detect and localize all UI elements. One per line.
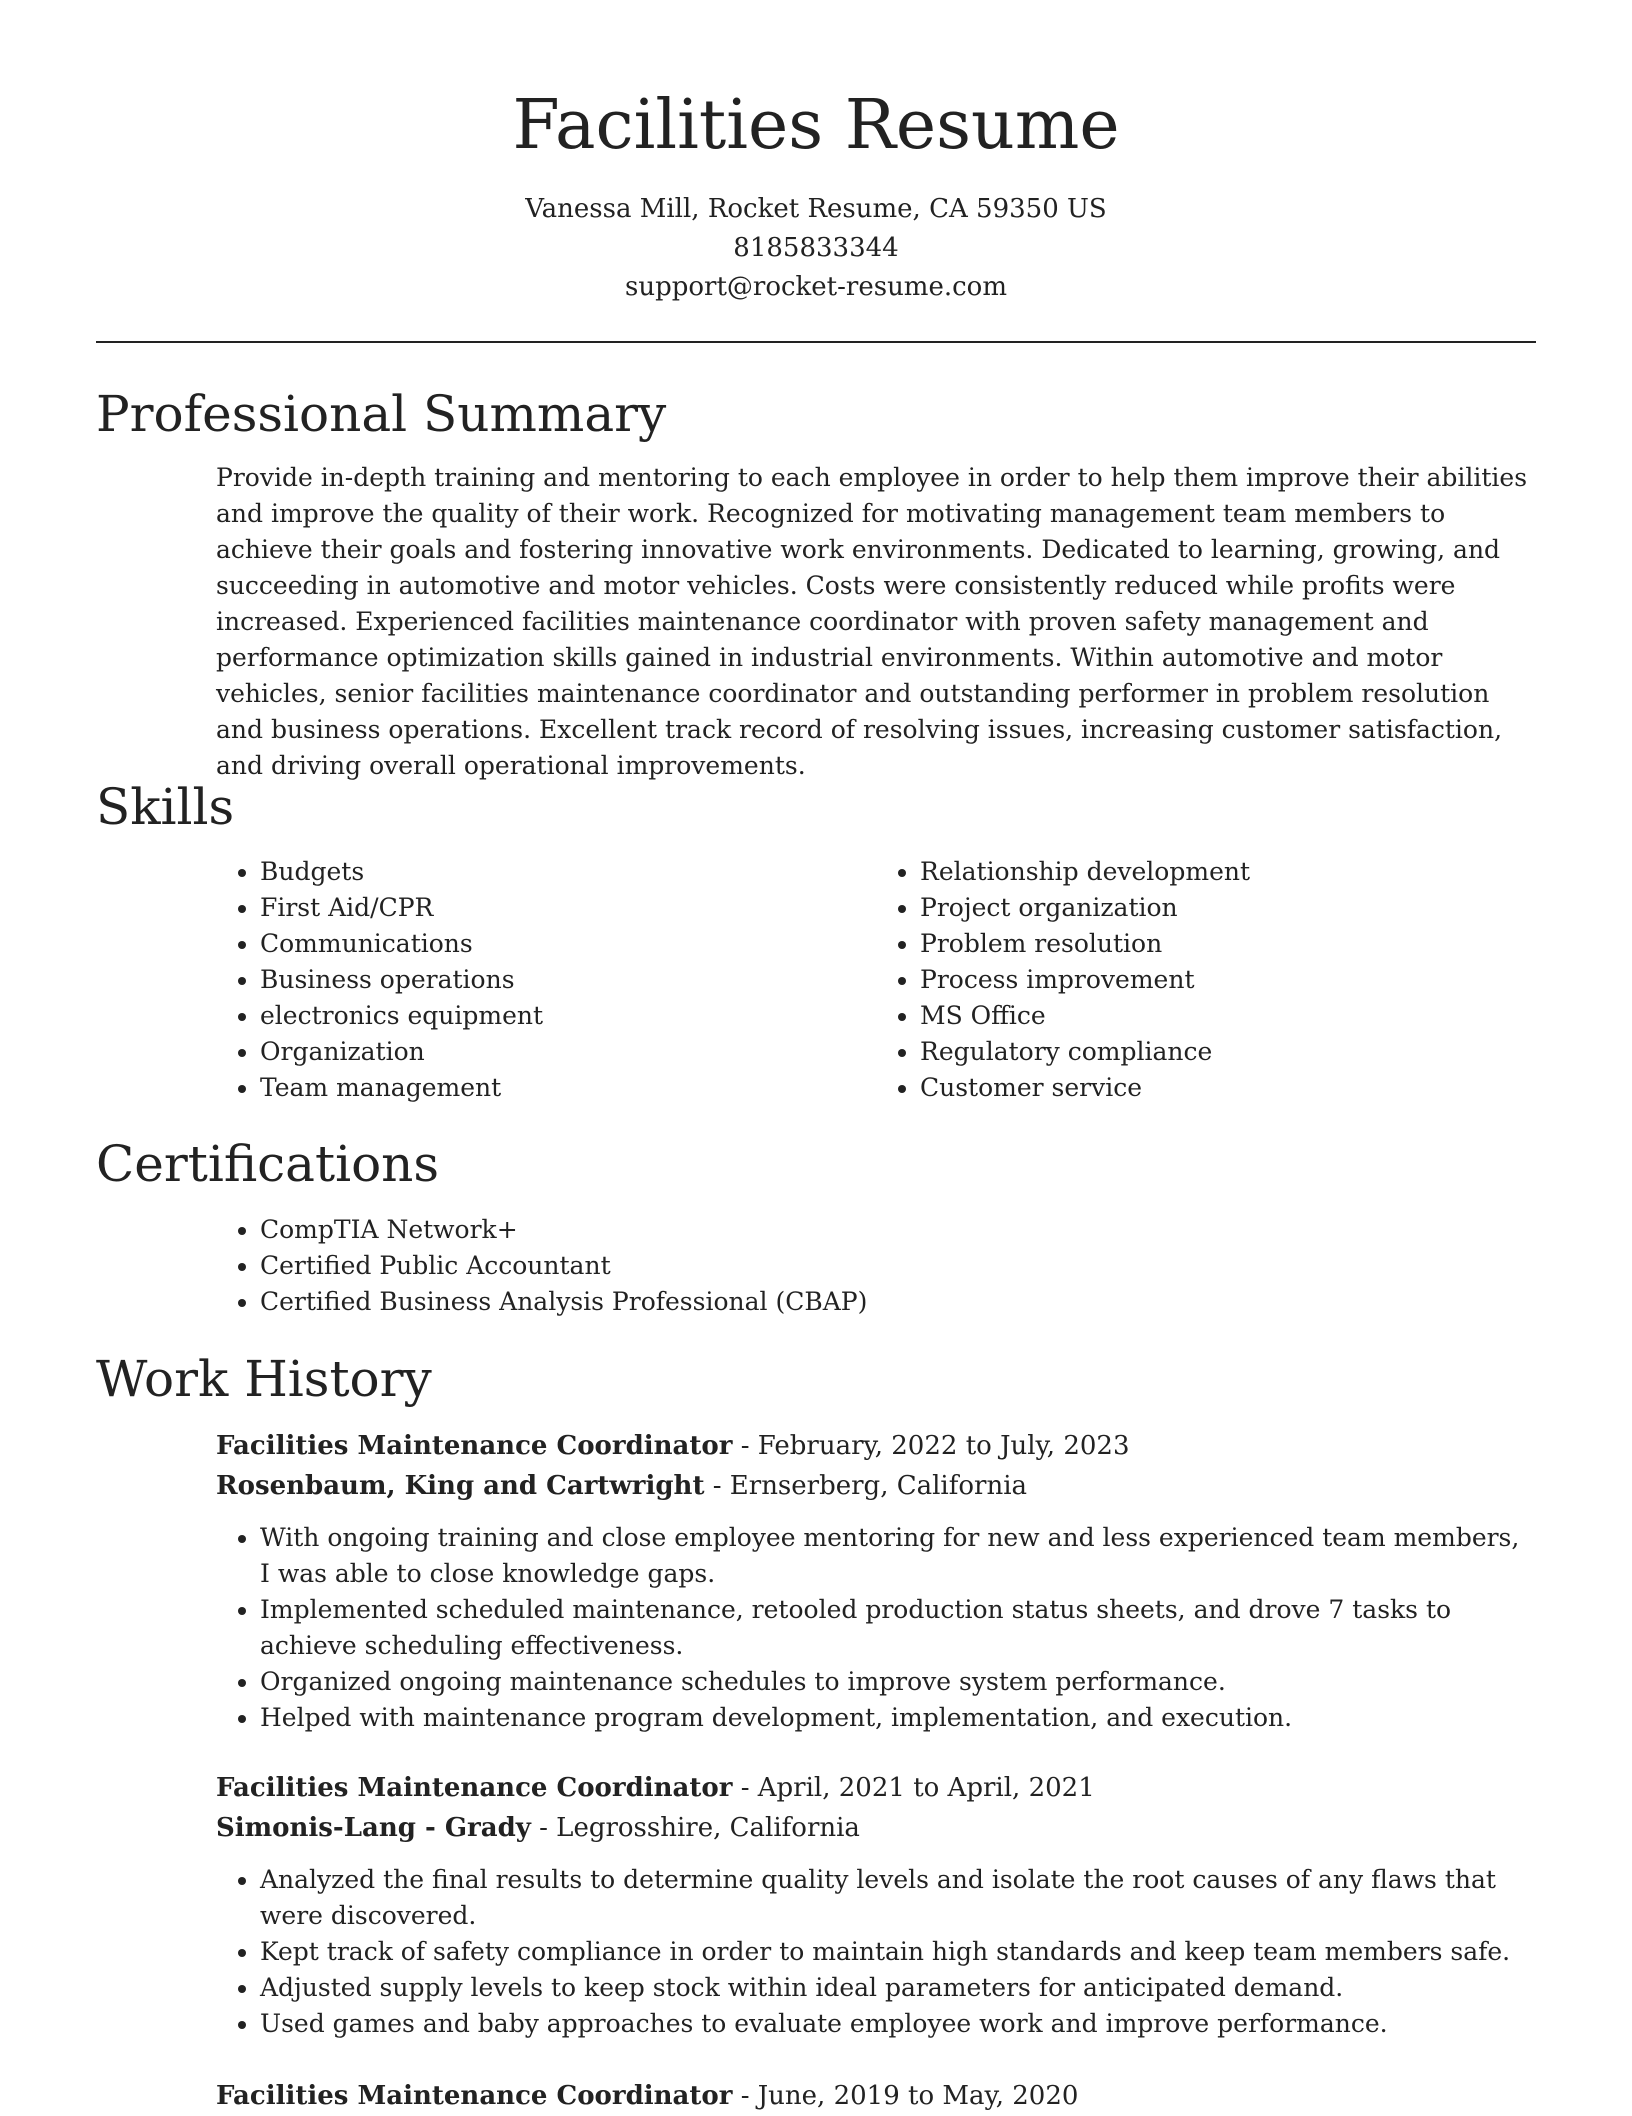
job-title: Facilities Maintenance Coordinator [216,2081,733,2111]
contact-phone: 8185833344 [733,233,899,263]
certifications-section [216,1212,1536,1320]
certification-item: • Certified Business Analysis Professional (CBAP) [260,1284,1536,1320]
summary-text: Provide in-depth training and mentoring to each employee in order to help them improve their abilities and improve the quality of their work. Recognized for motivating management team members to achieve their goals and fostering innovative work environments. Dedicated to learning, growing, and succeeding in automotive and motor vehicles. Costs were consistently reduced while profits were increased. Experienced facilities maintenance coordinator with proven safety management and performance optimization skills gained in industrial environments. Within automotive and motor vehicles, senior facilities maintenance coordinator and outstanding performer in problem resolution and business operations. Excellent track record of resolving issues, increasing customer satisfaction, and driving overall operational improvements. [216,463,1528,780]
job-location: - Ernserberg, California [704,1471,1028,1501]
skill-item: • Regulatory compliance [920,1034,1536,1070]
job-bullet: • Analyzed the final results to determine quality levels and isolate the root causes of any flaws that were discovered. [260,1862,1536,1934]
skill-item: • Project organization [920,890,1536,926]
skill-item: • MS Office [920,998,1536,1034]
contact-email: support@rocket-resume.com [624,272,1007,302]
skill-item: • Problem resolution [920,926,1536,962]
certifications-list [216,1212,1536,1320]
job-title: Facilities Maintenance Coordinator [216,1431,733,1461]
job-bullets [216,1520,1536,1736]
job-company: Rosenbaum, King and Cartwright [216,1471,705,1501]
skill-item: • Business operations [260,962,876,998]
summary-heading: Professional Summary [96,385,667,443]
skill-item: • First Aid/CPR [260,890,876,926]
certifications-heading: Certifications [96,1135,440,1193]
resume-title: Facilities Resume [512,86,1120,165]
job-title-line [216,2076,1536,2116]
job-bullet: • With ongoing training and close employee mentoring for new and less experienced team members, I was able to close knowledge gaps. [260,1520,1536,1592]
job-entry [216,2076,1536,2116]
job-title-line [216,1426,1536,1466]
skill-item: • Team management [260,1070,876,1106]
job-dates: - April, 2021 to April, 2021 [732,1773,1095,1803]
job-title: Facilities Maintenance Coordinator [216,1773,733,1803]
skills-section [216,854,1536,1106]
work-history-heading: Work History [96,1350,432,1408]
summary-section [216,460,1536,784]
job-bullet: • Adjusted supply levels to keep stock within ideal parameters for anticipated demand. [260,1970,1536,2006]
job-bullet: • Used games and baby approaches to evaluate employee work and improve performance. [260,2006,1536,2042]
job-company: Simonis-Lang - Grady [216,1813,531,1843]
job-bullet: • Implemented scheduled maintenance, retooled production status sheets, and drove 7 tasks to achieve scheduling effectiveness. [260,1592,1536,1664]
skill-item: • Customer service [920,1070,1536,1106]
job-bullet: • Kept track of safety compliance in order to maintain high standards and keep team members safe. [260,1934,1536,1970]
contact-address: Vanessa Mill, Rocket Resume, CA 59350 US [525,194,1107,224]
contact-block [96,190,1536,307]
job-bullets [216,1862,1536,2042]
skill-item: • electronics equipment [260,998,876,1034]
job-dates: - February, 2022 to July, 2023 [732,1431,1130,1461]
job-entry [216,1426,1536,1736]
skill-item: • Budgets [260,854,876,890]
job-title-line [216,1768,1536,1808]
job-bullet: • Organized ongoing maintenance schedules to improve system performance. [260,1664,1536,1700]
job-dates: - June, 2019 to May, 2020 [732,2081,1079,2111]
certification-item: • CompTIA Network+ [260,1212,1536,1248]
skills-list-left [216,854,876,1106]
header-divider [96,341,1536,343]
skill-item: • Organization [260,1034,876,1070]
skills-heading: Skills [96,778,235,836]
job-company-line [216,1466,1536,1506]
job-company-line [216,1808,1536,1848]
skills-list-right [876,854,1536,1106]
skill-item: • Relationship development [920,854,1536,890]
job-location: - Legrosshire, California [530,1813,860,1843]
certification-item: • Certified Public Accountant [260,1248,1536,1284]
job-bullet: • Helped with maintenance program development, implementation, and execution. [260,1700,1536,1736]
job-entry [216,1768,1536,2042]
skill-item: • Process improvement [920,962,1536,998]
skill-item: • Communications [260,926,876,962]
